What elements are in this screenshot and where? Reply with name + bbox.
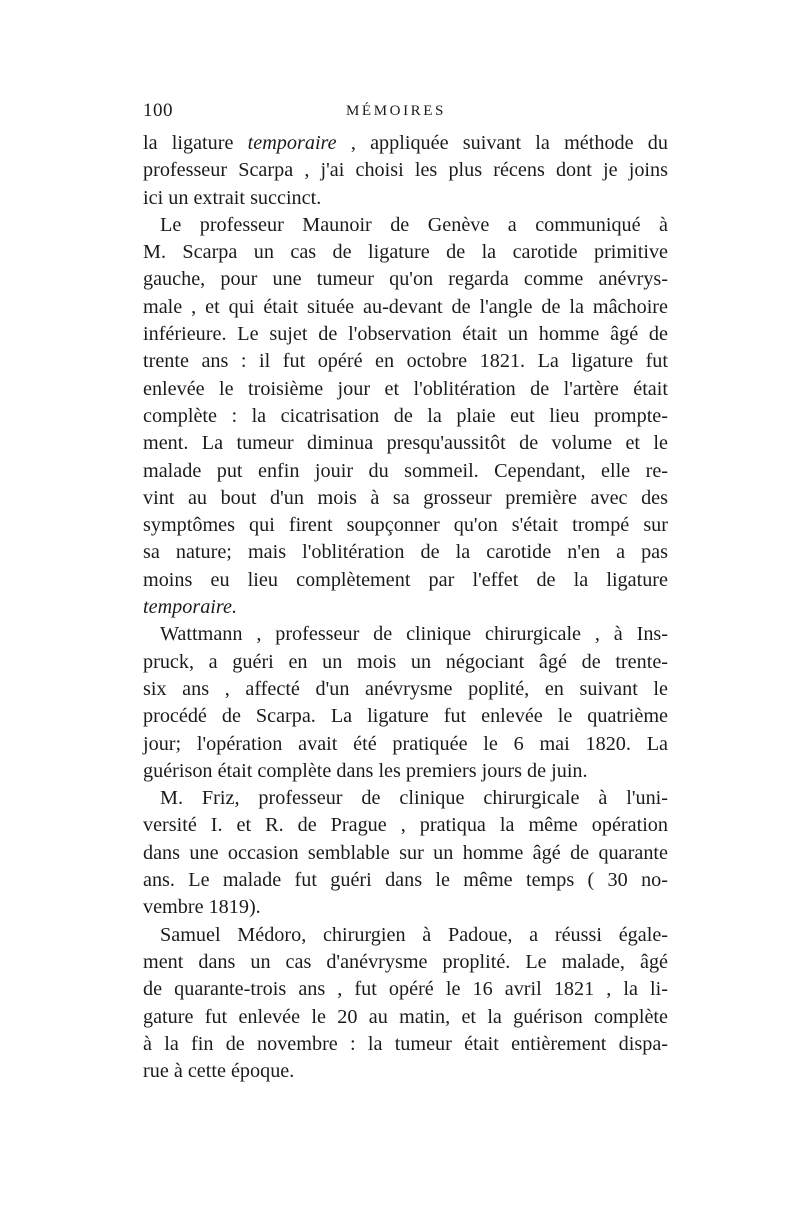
text-line: complète : la cicatrisation de la plaie eut lieu prompte- xyxy=(143,404,668,427)
paragraph-start-line: M. Friz, professeur de clinique chirurgicale à l'uni- xyxy=(160,787,668,810)
text-line: enlevée le troisième jour et l'oblitération de l'artère était xyxy=(143,377,668,400)
text-line: versité I. et R. de Prague , pratiqua la même opération xyxy=(143,814,668,837)
text-line: procédé de Scarpa. La ligature fut enlevée le quatrième xyxy=(143,705,668,728)
text-line: guérison était complète dans les premiers jours de juin. xyxy=(143,759,588,782)
text-line: symptômes qui firent soupçonner qu'on s'était trompé sur xyxy=(143,514,668,537)
text-line: ans. Le malade fut guéri dans le même temps ( 30 no- xyxy=(143,869,668,892)
text-line: male , et qui était située au-devant de l'angle de la mâchoire xyxy=(143,295,668,318)
italic-term: temporaire xyxy=(247,132,337,154)
paragraph-start-line: Le professeur Maunoir de Genève a communiqué à xyxy=(160,213,668,236)
text-line: jour; l'opération avait été pratiquée le 6 mai 1820. La xyxy=(143,732,668,755)
text-line: moins eu lieu complètement par l'effet de la ligature xyxy=(143,568,668,591)
italic-term: temporaire. xyxy=(143,596,238,619)
text-line: inférieure. Le sujet de l'observation était un homme âgé de xyxy=(143,323,668,346)
text-line: gauche, pour une tumeur qu'on regarda comme anévrys- xyxy=(143,268,668,291)
book-page xyxy=(143,100,668,1085)
text-line: vembre 1819). xyxy=(143,896,261,919)
text-line: sa nature; mais l'oblitération de la carotide n'en a pas xyxy=(143,541,668,564)
text-line: ici un extrait succinct. xyxy=(143,186,322,209)
text-line: ment dans un cas d'anévrysme proplité. Le malade, âgé xyxy=(143,950,668,973)
text-fragment: , appliquée suivant la méthode du xyxy=(336,132,668,154)
text-line: à la fin de novembre : la tumeur était entièrement dispa- xyxy=(143,1032,668,1055)
text-line xyxy=(143,594,668,621)
text-line xyxy=(143,130,668,157)
text-line: malade put enfin jouir du sommeil. Cependant, elle re- xyxy=(143,459,668,482)
running-head xyxy=(143,100,668,130)
paragraph-start-line: Samuel Médoro, chirurgien à Padoue, a réussi égale- xyxy=(160,923,668,946)
text-line: pruck, a guéri en un mois un négociant âgé de trente- xyxy=(143,650,668,673)
text-line: ment. La tumeur diminua presqu'aussitôt de volume et le xyxy=(143,432,668,455)
running-title: MÉMOIRES xyxy=(346,103,446,119)
text-fragment: la ligature xyxy=(143,132,248,154)
text-line: professeur Scarpa , j'ai choisi les plus récens dont je joins xyxy=(143,159,668,182)
text-line: M. Scarpa un cas de ligature de la carotide primitive xyxy=(143,241,668,264)
paragraph-start-line: Wattmann , professeur de clinique chirurgicale , à Ins- xyxy=(160,623,668,646)
text-line: trente ans : il fut opéré en octobre 1821. La ligature fut xyxy=(143,350,668,373)
page-number: 100 xyxy=(143,100,173,121)
body-text xyxy=(143,130,668,1085)
text-line: rue à cette époque. xyxy=(143,1060,295,1083)
text-line: dans une occasion semblable sur un homme âgé de quarante xyxy=(143,841,668,864)
text-line: de quarante-trois ans , fut opéré le 16 avril 1821 , la li- xyxy=(143,978,668,1001)
text-line: vint au bout d'un mois à sa grosseur première avec des xyxy=(143,486,668,509)
text-line: six ans , affecté d'un anévrysme poplité, en suivant le xyxy=(143,677,668,700)
text-line: gature fut enlevée le 20 au matin, et la guérison complète xyxy=(143,1005,668,1028)
